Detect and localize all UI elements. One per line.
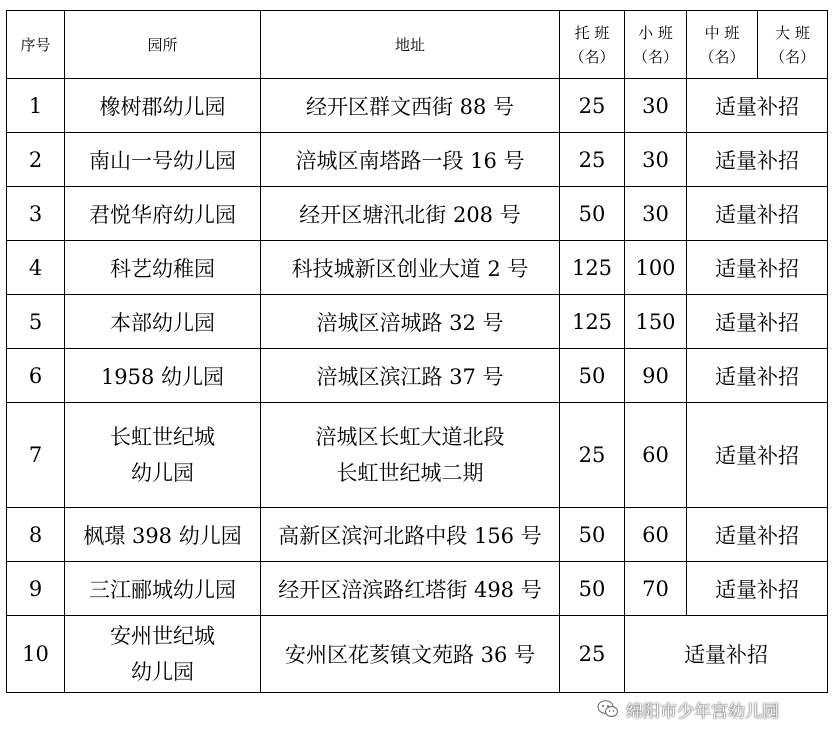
row-xiao: 30 bbox=[625, 79, 687, 133]
row-tuo: 125 bbox=[560, 241, 625, 295]
row-rest: 适量补招 bbox=[687, 403, 828, 508]
table-row bbox=[7, 403, 828, 508]
table-row bbox=[7, 562, 828, 616]
row-name: 本部幼儿园 bbox=[65, 295, 261, 349]
header-kindergarten: 园所 bbox=[65, 11, 261, 79]
row-address: 经开区群文西街 88 号 bbox=[261, 79, 560, 133]
header-row bbox=[7, 11, 828, 79]
row-name: 1958 幼儿园 bbox=[65, 349, 261, 403]
header-da-class bbox=[758, 11, 828, 79]
row-no: 6 bbox=[7, 349, 65, 403]
row-name: 枫璟 398 幼儿园 bbox=[65, 508, 261, 562]
row-tuo: 50 bbox=[560, 508, 625, 562]
row-no: 10 bbox=[7, 616, 65, 693]
row-xiao: 60 bbox=[625, 508, 687, 562]
row-tuo: 25 bbox=[560, 79, 625, 133]
header-tuo-class bbox=[560, 11, 625, 79]
header-address: 地址 bbox=[261, 11, 560, 79]
row-no: 9 bbox=[7, 562, 65, 616]
row-tuo: 25 bbox=[560, 403, 625, 508]
kindergarten-enrollment-table bbox=[6, 10, 828, 693]
header-no: 序号 bbox=[7, 11, 65, 79]
header-xiao-top: 小 班 bbox=[638, 23, 673, 42]
row-tuo: 25 bbox=[560, 133, 625, 187]
wechat-icon bbox=[596, 697, 620, 721]
row-no: 1 bbox=[7, 79, 65, 133]
row-address: 涪城区南塔路一段 16 号 bbox=[261, 133, 560, 187]
table-row bbox=[7, 349, 828, 403]
row-no: 8 bbox=[7, 508, 65, 562]
row-rest: 适量补招 bbox=[687, 133, 828, 187]
row-rest: 适量补招 bbox=[687, 508, 828, 562]
row-rest: 适量补招 bbox=[687, 79, 828, 133]
row-address: 涪城区涪城路 32 号 bbox=[261, 295, 560, 349]
row-name: 君悦华府幼儿园 bbox=[65, 187, 261, 241]
row-name: 南山一号幼儿园 bbox=[65, 133, 261, 187]
row-xiao: 30 bbox=[625, 187, 687, 241]
row-address: 科技城新区创业大道 2 号 bbox=[261, 241, 560, 295]
table-row bbox=[7, 508, 828, 562]
header-da-top: 大 班 bbox=[775, 23, 810, 42]
row-xiao: 100 bbox=[625, 241, 687, 295]
row-name: 三江郦城幼儿园 bbox=[65, 562, 261, 616]
row-tuo: 25 bbox=[560, 616, 625, 693]
row-rest: 适量补招 bbox=[687, 187, 828, 241]
row-tuo: 50 bbox=[560, 187, 625, 241]
header-da-bottom: （名） bbox=[769, 47, 815, 66]
row-no: 4 bbox=[7, 241, 65, 295]
watermark-text: 绵阳市少年宫幼儿园 bbox=[626, 701, 779, 722]
row-address-line1: 涪城区长虹大道北段 bbox=[315, 425, 505, 449]
header-zhong-class bbox=[687, 11, 758, 79]
row-address: 涪城区滨江路 37 号 bbox=[261, 349, 560, 403]
header-xiao-bottom: （名） bbox=[632, 47, 678, 66]
row-xiao: 30 bbox=[625, 133, 687, 187]
row-xiao: 90 bbox=[625, 349, 687, 403]
header-zhong-bottom: （名） bbox=[699, 47, 745, 66]
table-row bbox=[7, 616, 828, 693]
row-address-line2: 长虹世纪城二期 bbox=[336, 461, 484, 485]
table-row bbox=[7, 241, 828, 295]
row-no: 5 bbox=[7, 295, 65, 349]
row-no: 7 bbox=[7, 403, 65, 508]
table-row bbox=[7, 79, 828, 133]
row-address: 安州区花荄镇文苑路 36 号 bbox=[261, 616, 560, 693]
row-address: 高新区滨河北路中段 156 号 bbox=[261, 508, 560, 562]
watermark bbox=[596, 692, 779, 726]
row-address: 经开区塘汛北街 208 号 bbox=[261, 187, 560, 241]
row-xiao: 60 bbox=[625, 403, 687, 508]
row-tuo: 125 bbox=[560, 295, 625, 349]
header-tuo-top: 托 班 bbox=[574, 23, 610, 42]
row-xiao: 150 bbox=[625, 295, 687, 349]
table-row bbox=[7, 133, 828, 187]
row-tuo: 50 bbox=[560, 562, 625, 616]
row-name-line1: 安州世纪城 bbox=[110, 624, 215, 648]
row-name: 橡树郡幼儿园 bbox=[65, 79, 261, 133]
row-name bbox=[65, 616, 261, 693]
table-row bbox=[7, 295, 828, 349]
row-rest: 适量补招 bbox=[625, 616, 828, 693]
row-address bbox=[261, 403, 560, 508]
row-name: 科艺幼稚园 bbox=[65, 241, 261, 295]
header-tuo-bottom: （名） bbox=[569, 47, 615, 66]
row-tuo: 50 bbox=[560, 349, 625, 403]
row-address: 经开区涪滨路红塔街 498 号 bbox=[261, 562, 560, 616]
row-name bbox=[65, 403, 261, 508]
row-name-line1: 长虹世纪城 bbox=[110, 425, 215, 449]
header-xiao-class bbox=[625, 11, 687, 79]
row-name-line2: 幼儿园 bbox=[131, 660, 194, 684]
row-no: 2 bbox=[7, 133, 65, 187]
row-name-line2: 幼儿园 bbox=[131, 461, 194, 485]
row-rest: 适量补招 bbox=[687, 241, 828, 295]
row-rest: 适量补招 bbox=[687, 295, 828, 349]
row-rest: 适量补招 bbox=[687, 562, 828, 616]
row-no: 3 bbox=[7, 187, 65, 241]
table-row bbox=[7, 187, 828, 241]
header-zhong-top: 中 班 bbox=[704, 23, 740, 42]
row-xiao: 70 bbox=[625, 562, 687, 616]
row-rest: 适量补招 bbox=[687, 349, 828, 403]
